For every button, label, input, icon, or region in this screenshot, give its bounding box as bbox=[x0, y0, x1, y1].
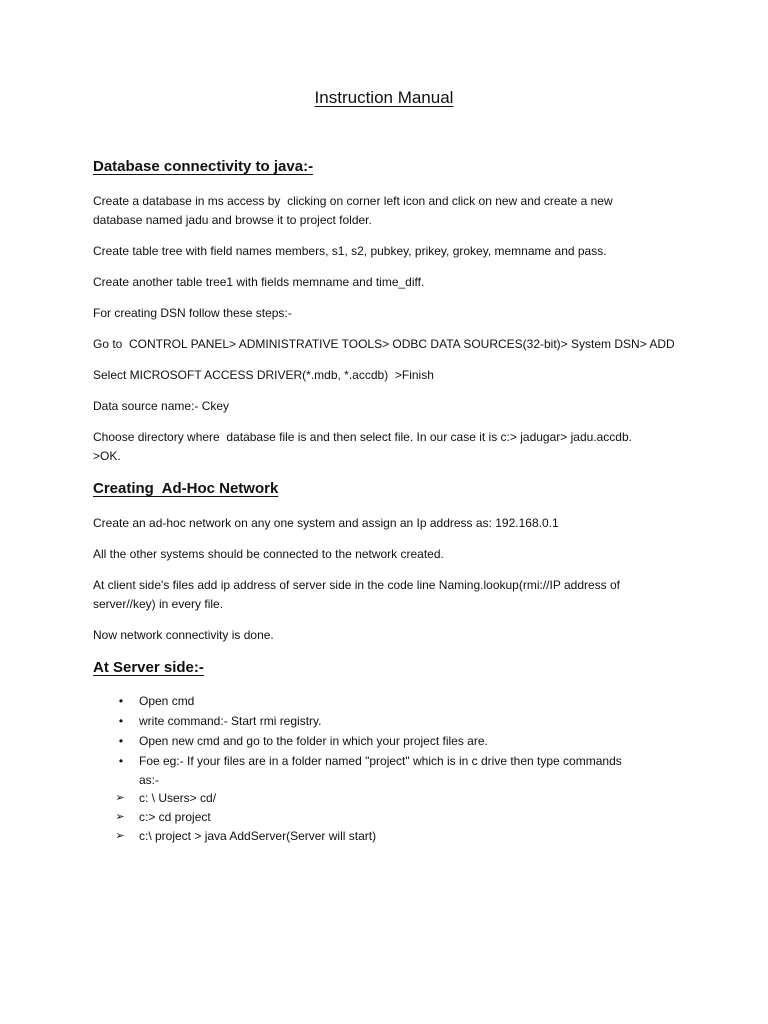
section-heading-server: At Server side:- bbox=[93, 659, 204, 676]
paragraph-line: All the other systems should be connected to the network created. bbox=[93, 547, 444, 561]
paragraph-line: Select MICROSOFT ACCESS DRIVER(*.mdb, *.accdb) >Finish bbox=[93, 368, 434, 382]
paragraph-line: Create another table tree1 with fields memname and time_diff. bbox=[93, 275, 425, 289]
paragraph-line: database named jadu and browse it to project folder. bbox=[93, 213, 372, 227]
paragraph-line: Go to CONTROL PANEL> ADMINISTRATIVE TOOLS> ODBC DATA SOURCES(32-bit)> System DSN> ADD bbox=[93, 337, 675, 351]
page-title: Instruction Manual bbox=[314, 88, 454, 107]
list-item: write command:- Start rmi registry. bbox=[139, 714, 322, 728]
list-item-continuation: as:- bbox=[139, 773, 160, 787]
section-heading-database: Database connectivity to java:- bbox=[93, 158, 314, 175]
paragraph-line: For creating DSN follow these steps:- bbox=[93, 306, 292, 320]
command-step: c:\ project > java AddServer(Server will start) bbox=[139, 829, 377, 843]
command-step: c: \ Users> cd/ bbox=[139, 791, 217, 805]
command-step: c:> cd project bbox=[139, 810, 211, 824]
list-item: Open new cmd and go to the folder in which your project files are. bbox=[139, 734, 488, 748]
paragraph-line: >OK. bbox=[93, 449, 121, 463]
paragraph-line: server//key) in every file. bbox=[93, 597, 224, 611]
bullet-icon: • bbox=[118, 734, 124, 748]
paragraph-line: At client side's files add ip address of server side in the code line Naming.lookup(rmi://IP address of bbox=[93, 578, 620, 592]
list-item: Foe eg:- If your files are in a folder named "project" which is in c drive then type commands bbox=[139, 754, 622, 768]
paragraph-line: Create an ad-hoc network on any one system and assign an Ip address as: 192.168.0.1 bbox=[93, 516, 559, 530]
arrow-bullet-icon: ➢ bbox=[115, 811, 125, 823]
section-heading-adhoc: Creating Ad-Hoc Network bbox=[93, 480, 279, 497]
bullet-icon: • bbox=[118, 694, 124, 708]
paragraph-line: Data source name:- Ckey bbox=[93, 399, 230, 413]
list-item: Open cmd bbox=[139, 694, 195, 708]
paragraph-line: Choose directory where database file is and then select file. In our case it is c:> jadugar> jadu.accdb. bbox=[93, 430, 632, 444]
paragraph-line: Now network connectivity is done. bbox=[93, 628, 274, 642]
bullet-icon: • bbox=[118, 754, 124, 768]
paragraph-line: Create table tree with field names members, s1, s2, pubkey, prikey, grokey, memname and pass. bbox=[93, 244, 607, 258]
paragraph-line: Create a database in ms access by clicking on corner left icon and click on new and create a new bbox=[93, 194, 613, 208]
arrow-bullet-icon: ➢ bbox=[115, 830, 125, 842]
bullet-icon: • bbox=[118, 714, 124, 728]
arrow-bullet-icon: ➢ bbox=[115, 792, 125, 804]
